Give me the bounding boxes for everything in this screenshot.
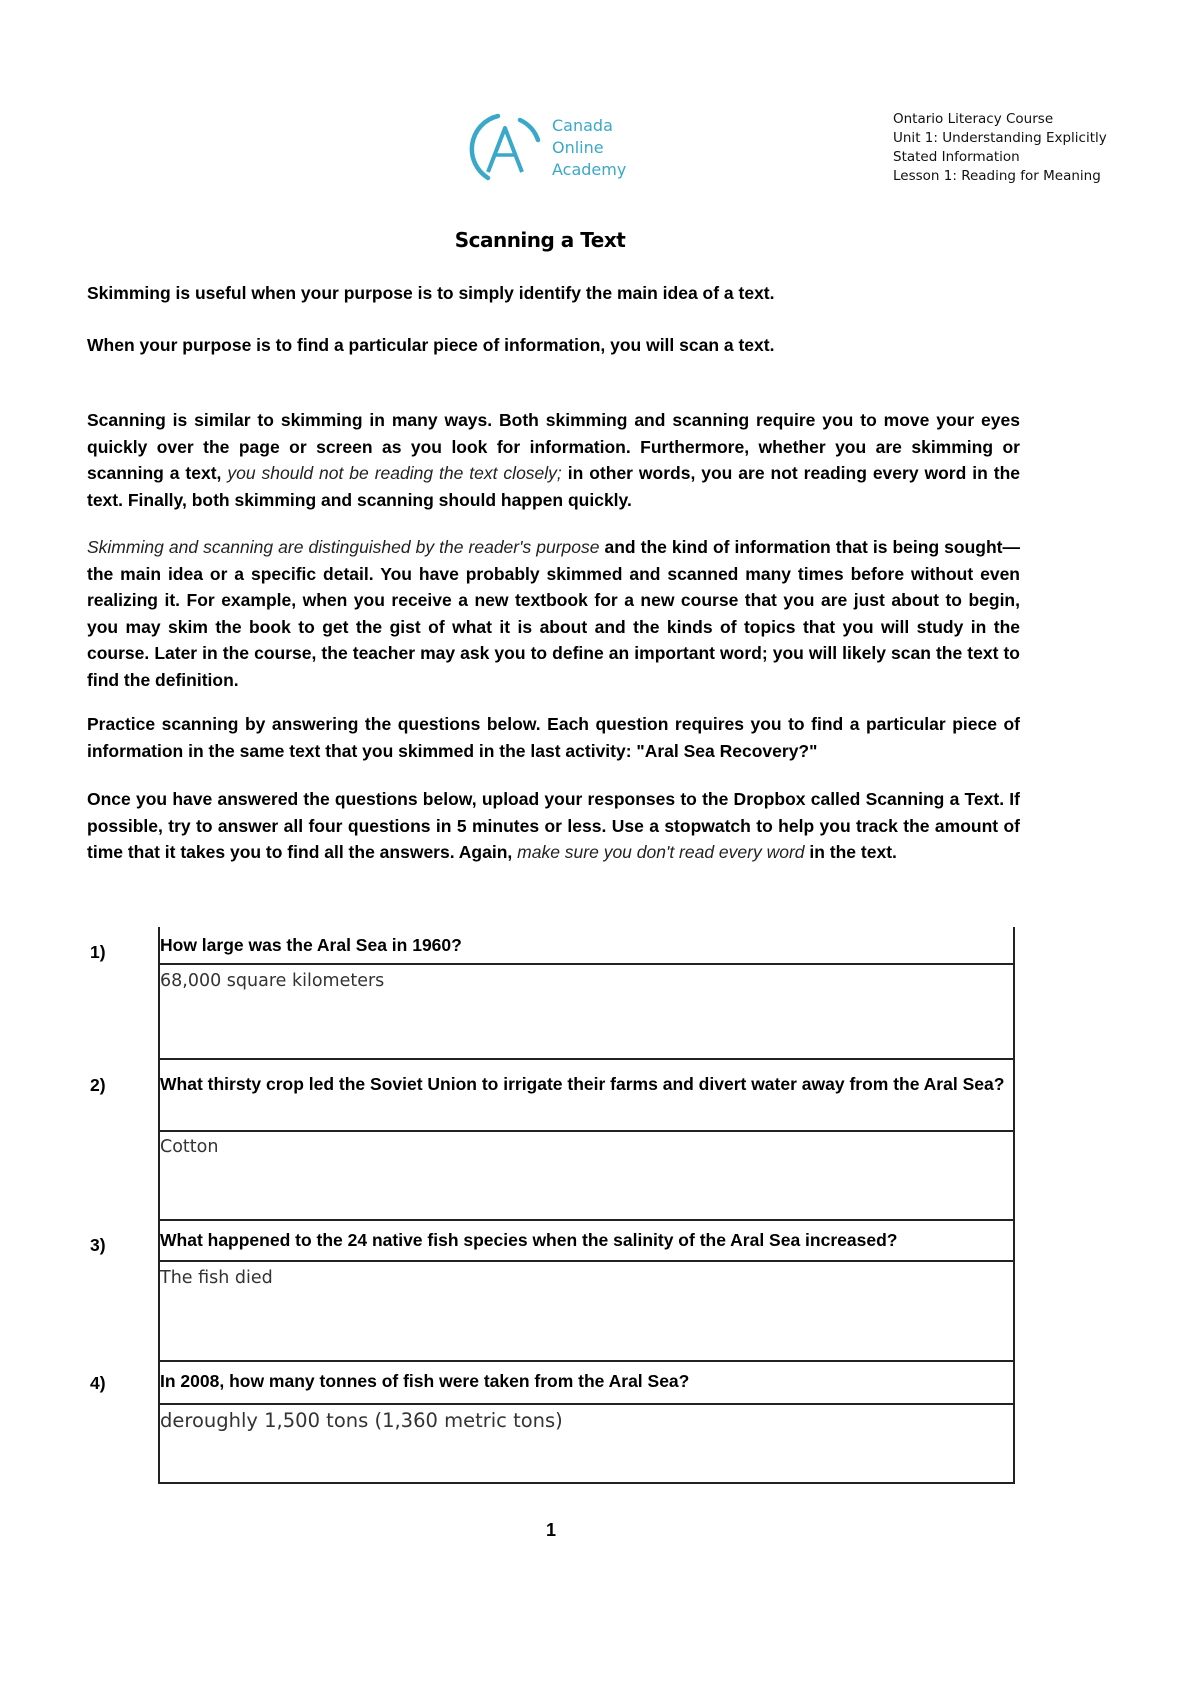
paragraph-scanning-purpose: When your purpose is to find a particular piece of information, you will scan a text. — [87, 335, 775, 355]
unit-line: Unit 1: Understanding Explicitly — [893, 130, 1107, 146]
question-text: In 2008, how many tonnes of fish were taken from the Aral Sea? — [160, 1371, 690, 1391]
table-border — [158, 963, 1015, 965]
answer-field[interactable]: 68,000 square kilometers — [160, 971, 385, 991]
italic-run: Skimming and scanning are distinguished by the reader's purpose — [87, 537, 600, 557]
paragraph-practice: Practice scanning by answering the questions below. Each question requires you to find a particular piece of information in the same text that you skimmed in the last activity: "Aral Sea Recovery?" — [87, 714, 1020, 761]
question-number: 1) — [90, 942, 106, 962]
text-run: and the kind of information that is being sought—the main idea or a specific detail. You have probably skimmed and scanned many times before without even realizing it. For example, when you receive a new textbook for a new course that you are just about to begin, you may skim the book to get the gist of what it is about and the kinds of topics that you will study in the course. Later in the course, the teacher may ask you to define an important word; you will likely scan the text to find the definition. — [87, 537, 1020, 690]
answer-field[interactable]: deroughly 1,500 tons (1,360 metric tons) — [160, 1409, 563, 1432]
question-text: What happened to the 24 native fish species when the salinity of the Aral Sea increased? — [160, 1230, 898, 1250]
page-number: 1 — [546, 1520, 557, 1540]
text-run: Scanning is similar to skimming in many ways. Both skimming and scanning require you to move your eyes quickly over the page or screen as you look for information. Furthermore, whether you are skimming or scanning a text, — [87, 410, 1020, 483]
logo-wordmark — [552, 115, 626, 181]
table-border — [158, 1360, 1015, 1362]
italic-run: make sure you don't read every word — [517, 842, 805, 862]
table-border — [158, 1260, 1015, 1262]
page-title: Scanning a Text — [454, 228, 626, 252]
paragraph-instructions — [87, 786, 1020, 866]
course-header — [893, 110, 1107, 186]
table-border — [1013, 927, 1015, 1484]
text-run: in other words, you are not reading every word in the text. Finally, both skimming and scanning should happen quickly. — [87, 463, 1020, 510]
paragraph-skimming: Skimming is useful when your purpose is to simply identify the main idea of a text. — [87, 283, 775, 303]
logo-line: Academy — [552, 160, 627, 179]
answer-field[interactable]: Cotton — [160, 1137, 219, 1157]
answer-field[interactable]: The fish died — [160, 1268, 273, 1288]
table-border — [158, 1219, 1015, 1221]
italic-run: you should not be reading the text closely; — [227, 463, 562, 483]
table-border — [158, 1058, 1015, 1060]
table-border — [158, 1482, 1015, 1484]
table-border — [158, 927, 160, 1484]
question-number: 2) — [90, 1075, 106, 1095]
logo-line: Online — [552, 138, 604, 157]
table-border — [158, 1130, 1015, 1132]
question-text: What thirsty crop led the Soviet Union to irrigate their farms and divert water away from the Aral Sea? — [160, 1074, 1005, 1094]
text-run: Once you have answered the questions below, upload your responses to the Dropbox called Scanning a Text. If possible, try to answer all four questions in 5 minutes or less. Use a stopwatch to help you track the amount of time that it takes you to find all the answers. Again, — [87, 789, 1020, 862]
logo-a-icon — [458, 108, 548, 188]
paragraph-distinguished — [87, 534, 1020, 693]
questions-table — [158, 927, 1015, 1484]
paragraph-scanning-similar — [87, 407, 1020, 513]
lesson-line: Lesson 1: Reading for Meaning — [893, 168, 1101, 184]
question-number: 3) — [90, 1235, 106, 1255]
question-number: 4) — [90, 1373, 106, 1393]
question-text: How large was the Aral Sea in 1960? — [160, 935, 462, 955]
unit-line-cont: Stated Information — [893, 149, 1020, 165]
text-run: in the text. — [804, 842, 897, 862]
course-name: Ontario Literacy Course — [893, 111, 1054, 127]
logo-line: Canada — [552, 116, 613, 135]
table-border — [158, 1403, 1015, 1405]
